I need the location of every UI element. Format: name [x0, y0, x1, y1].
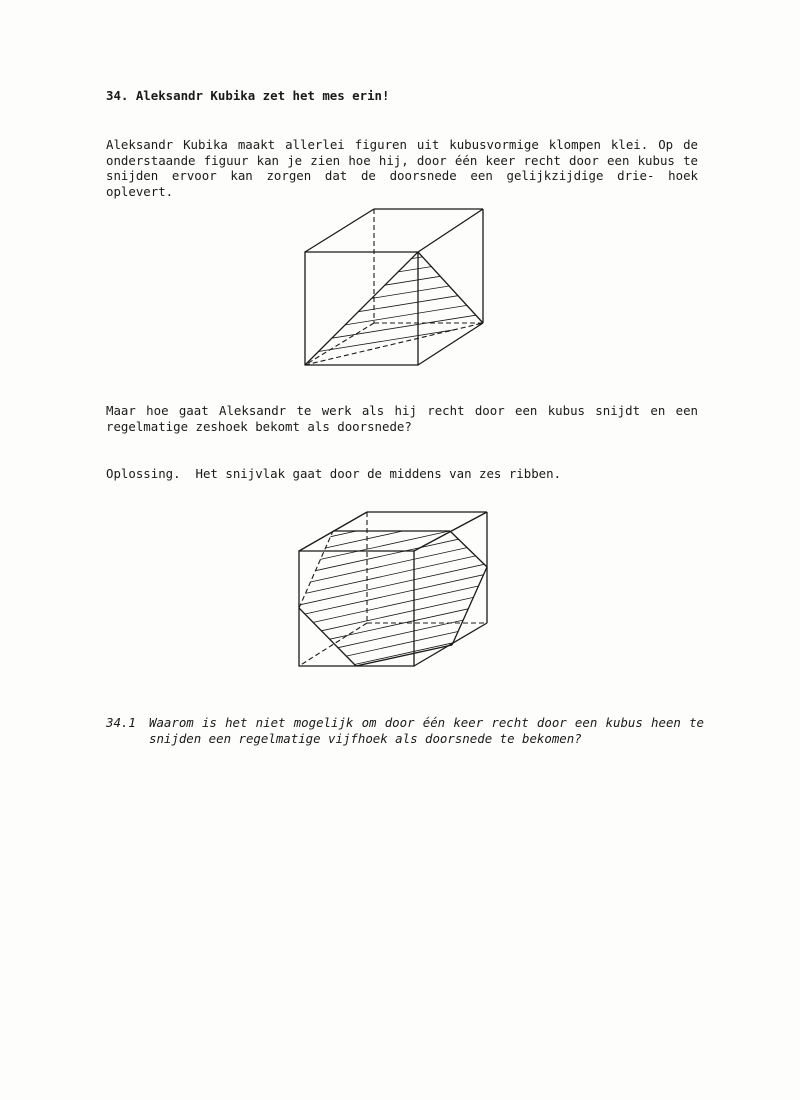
hidden-edge: [299, 623, 367, 666]
edge: [418, 209, 483, 252]
triangle-cross-section: [305, 252, 483, 365]
subquestion-number: 34.1: [106, 715, 136, 730]
hexagon-side: [356, 645, 452, 666]
hatch-line: [338, 620, 463, 648]
triangle-side: [418, 252, 483, 323]
question-paragraph: Maar hoe gaat Aleksandr te werk als hij recht door een kubus snijdt en een regelmatige zeshoek bekomt als doorsnede?: [106, 403, 706, 434]
hatch-line: [306, 556, 476, 594]
hatch-line: [301, 564, 485, 604]
subquestion-text: Waarom is het niet mogelijk om door één keer recht door een kubus heen te snijden een regelmatige vijfhoek als doorsnede te bekomen?: [149, 715, 704, 746]
hatch-line: [319, 330, 455, 352]
cube-hexagon-figure: [292, 505, 497, 675]
intro-paragraph: Aleksandr Kubika maakt allerlei figuren uit kubusvormige klompen klei. Op de onderstaande figuur kan je zien hoe hij, door één keer recht door een kubus te snijden ervoor kan zorgen dat de doorsnede een gelijkzijdige drie- hoek oplevert.: [106, 137, 706, 199]
hatch-line: [305, 575, 484, 614]
hatch-line: [321, 597, 473, 630]
triangle-side-hidden: [305, 323, 483, 365]
hatch-line: [326, 531, 403, 548]
triangle-side: [305, 252, 418, 365]
edge: [414, 623, 487, 666]
cube-edges: [305, 209, 483, 365]
cube-triangle-figure: [295, 200, 495, 372]
hexagon-side-hidden: [299, 531, 333, 608]
hexagon-side: [299, 608, 356, 666]
solution-line: Oplossing. Het snijvlak gaat door de middens van zes ribben.: [106, 466, 562, 481]
hatch-line: [332, 315, 476, 338]
triangle-hatching: [305, 257, 476, 365]
edge: [418, 323, 483, 365]
subquestion: [106, 715, 706, 777]
edge: [305, 209, 374, 252]
hatch-line: [311, 548, 468, 582]
hatch-line: [346, 632, 458, 657]
hatch-line: [331, 531, 357, 537]
hatch-line: [345, 305, 467, 325]
hatch-line: [313, 586, 478, 622]
hexagon-side: [450, 531, 487, 567]
hatch-line: [355, 643, 454, 665]
exercise-title: 34. Aleksandr Kubika zet het mes erin!: [106, 88, 390, 103]
hatch-line: [372, 286, 450, 298]
hatch-line: [316, 539, 459, 571]
